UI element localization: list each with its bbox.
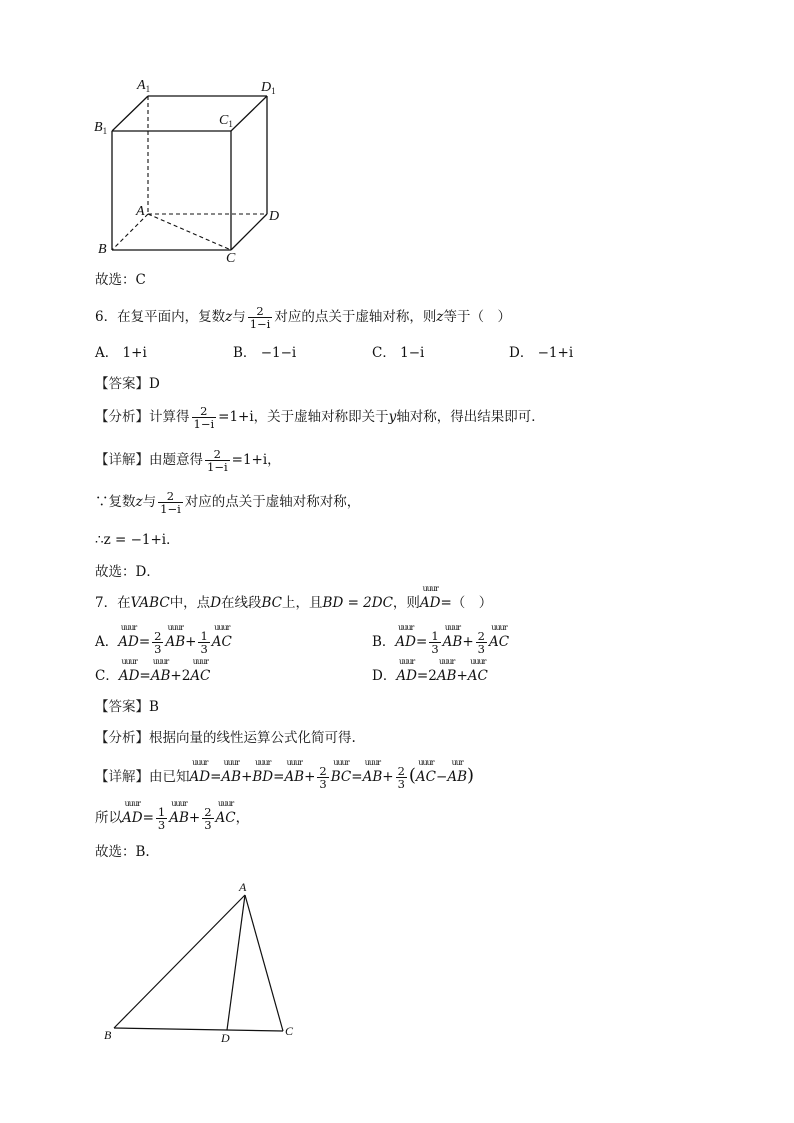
tri-label-c: C bbox=[285, 1024, 294, 1038]
q6-fraction: $\frac{2}{1-i}$ bbox=[249, 304, 271, 331]
q5-conclusion: 故选：C bbox=[95, 272, 146, 288]
q6-option-b[interactable]: B． −1−i bbox=[233, 345, 297, 361]
q6-option-a[interactable]: A． 1+i bbox=[95, 345, 147, 361]
label-b1: $B_1$ bbox=[94, 120, 108, 136]
q6-analysis: 【分析】计算得 $\frac{2}{1-i}$ =1+i，关于虚轴对称即关于y轴对称，得出结果即可． bbox=[95, 404, 545, 431]
tri-label-d: D bbox=[221, 1031, 230, 1045]
label-c1: $C_1$ bbox=[219, 113, 233, 129]
cube-figure bbox=[90, 75, 290, 270]
label-c: C bbox=[226, 251, 236, 266]
q6-detail: 【详解】由题意得 $\frac{2}{1-i}$ =1+i， bbox=[95, 447, 281, 474]
q7-option-b[interactable]: B． uuur AD= $\frac{1}{3}$ uuur AB+ $\frac{2}{3}$ uuur AC bbox=[372, 623, 510, 656]
q7-therefore: 所以 uuur AD= $\frac{1}{3}$ uuur AB+ $\frac{2}{3}$ uuur AC， bbox=[95, 799, 250, 832]
q7-analysis: 【分析】根据向量的线性运算公式化简可得. bbox=[95, 730, 356, 746]
q6-option-d[interactable]: D． −1+i bbox=[509, 345, 574, 361]
q7-conclusion: 故选：B. bbox=[95, 844, 150, 860]
q6-answer: 【答案】D bbox=[95, 376, 160, 392]
q7-stem: 7．在VABC中，点D在线段BC上，且BD = 2DC，则 uuur AD=（ ） bbox=[95, 584, 493, 611]
label-d1: $D_1$ bbox=[261, 80, 276, 96]
q6-conclusion: 故选：D． bbox=[95, 564, 160, 580]
q6-detail-line3: ∴z = −1+i． bbox=[95, 532, 180, 548]
tri-label-b: B bbox=[104, 1028, 112, 1042]
q6-option-c[interactable]: C． 1−i bbox=[372, 345, 425, 361]
q6-detail-line2: ∵复数z与 $\frac{2}{1-i}$ 对应的点关于虚轴对称对称， bbox=[95, 489, 361, 516]
q7-option-d[interactable]: D． uuur AD=2 uuur AB+ uuur AC bbox=[372, 657, 488, 684]
q7-answer: 【答案】B bbox=[95, 699, 159, 715]
label-d: D bbox=[269, 209, 280, 224]
label-a1: $A_1$ bbox=[137, 78, 151, 94]
q7-option-a[interactable]: A． uuur AD= $\frac{2}{3}$ uuur AB+ $\frac{1}{3}$ uuur AC bbox=[95, 623, 232, 656]
triangle-figure bbox=[100, 878, 300, 1048]
label-a: A bbox=[136, 204, 145, 219]
q7-option-c[interactable]: C． uuur AD= uuur AB+2 uuur AC bbox=[95, 657, 211, 684]
q6-stem: 6．在复平面内，复数z与 $\frac{2}{1-i}$ 对应的点关于虚轴对称，则z等于（ ） bbox=[95, 304, 511, 331]
label-b: B bbox=[98, 242, 107, 257]
tri-label-a: A bbox=[239, 880, 247, 894]
q7-detail: 【详解】由已知 uuur AD= uuur AB+ uuur BD= uuur AB+ $\frac{2}{3}$ uuur BC= uuur AB+ $\frac{2}{3}$ ( uuur AC− uur AB) bbox=[95, 758, 475, 791]
